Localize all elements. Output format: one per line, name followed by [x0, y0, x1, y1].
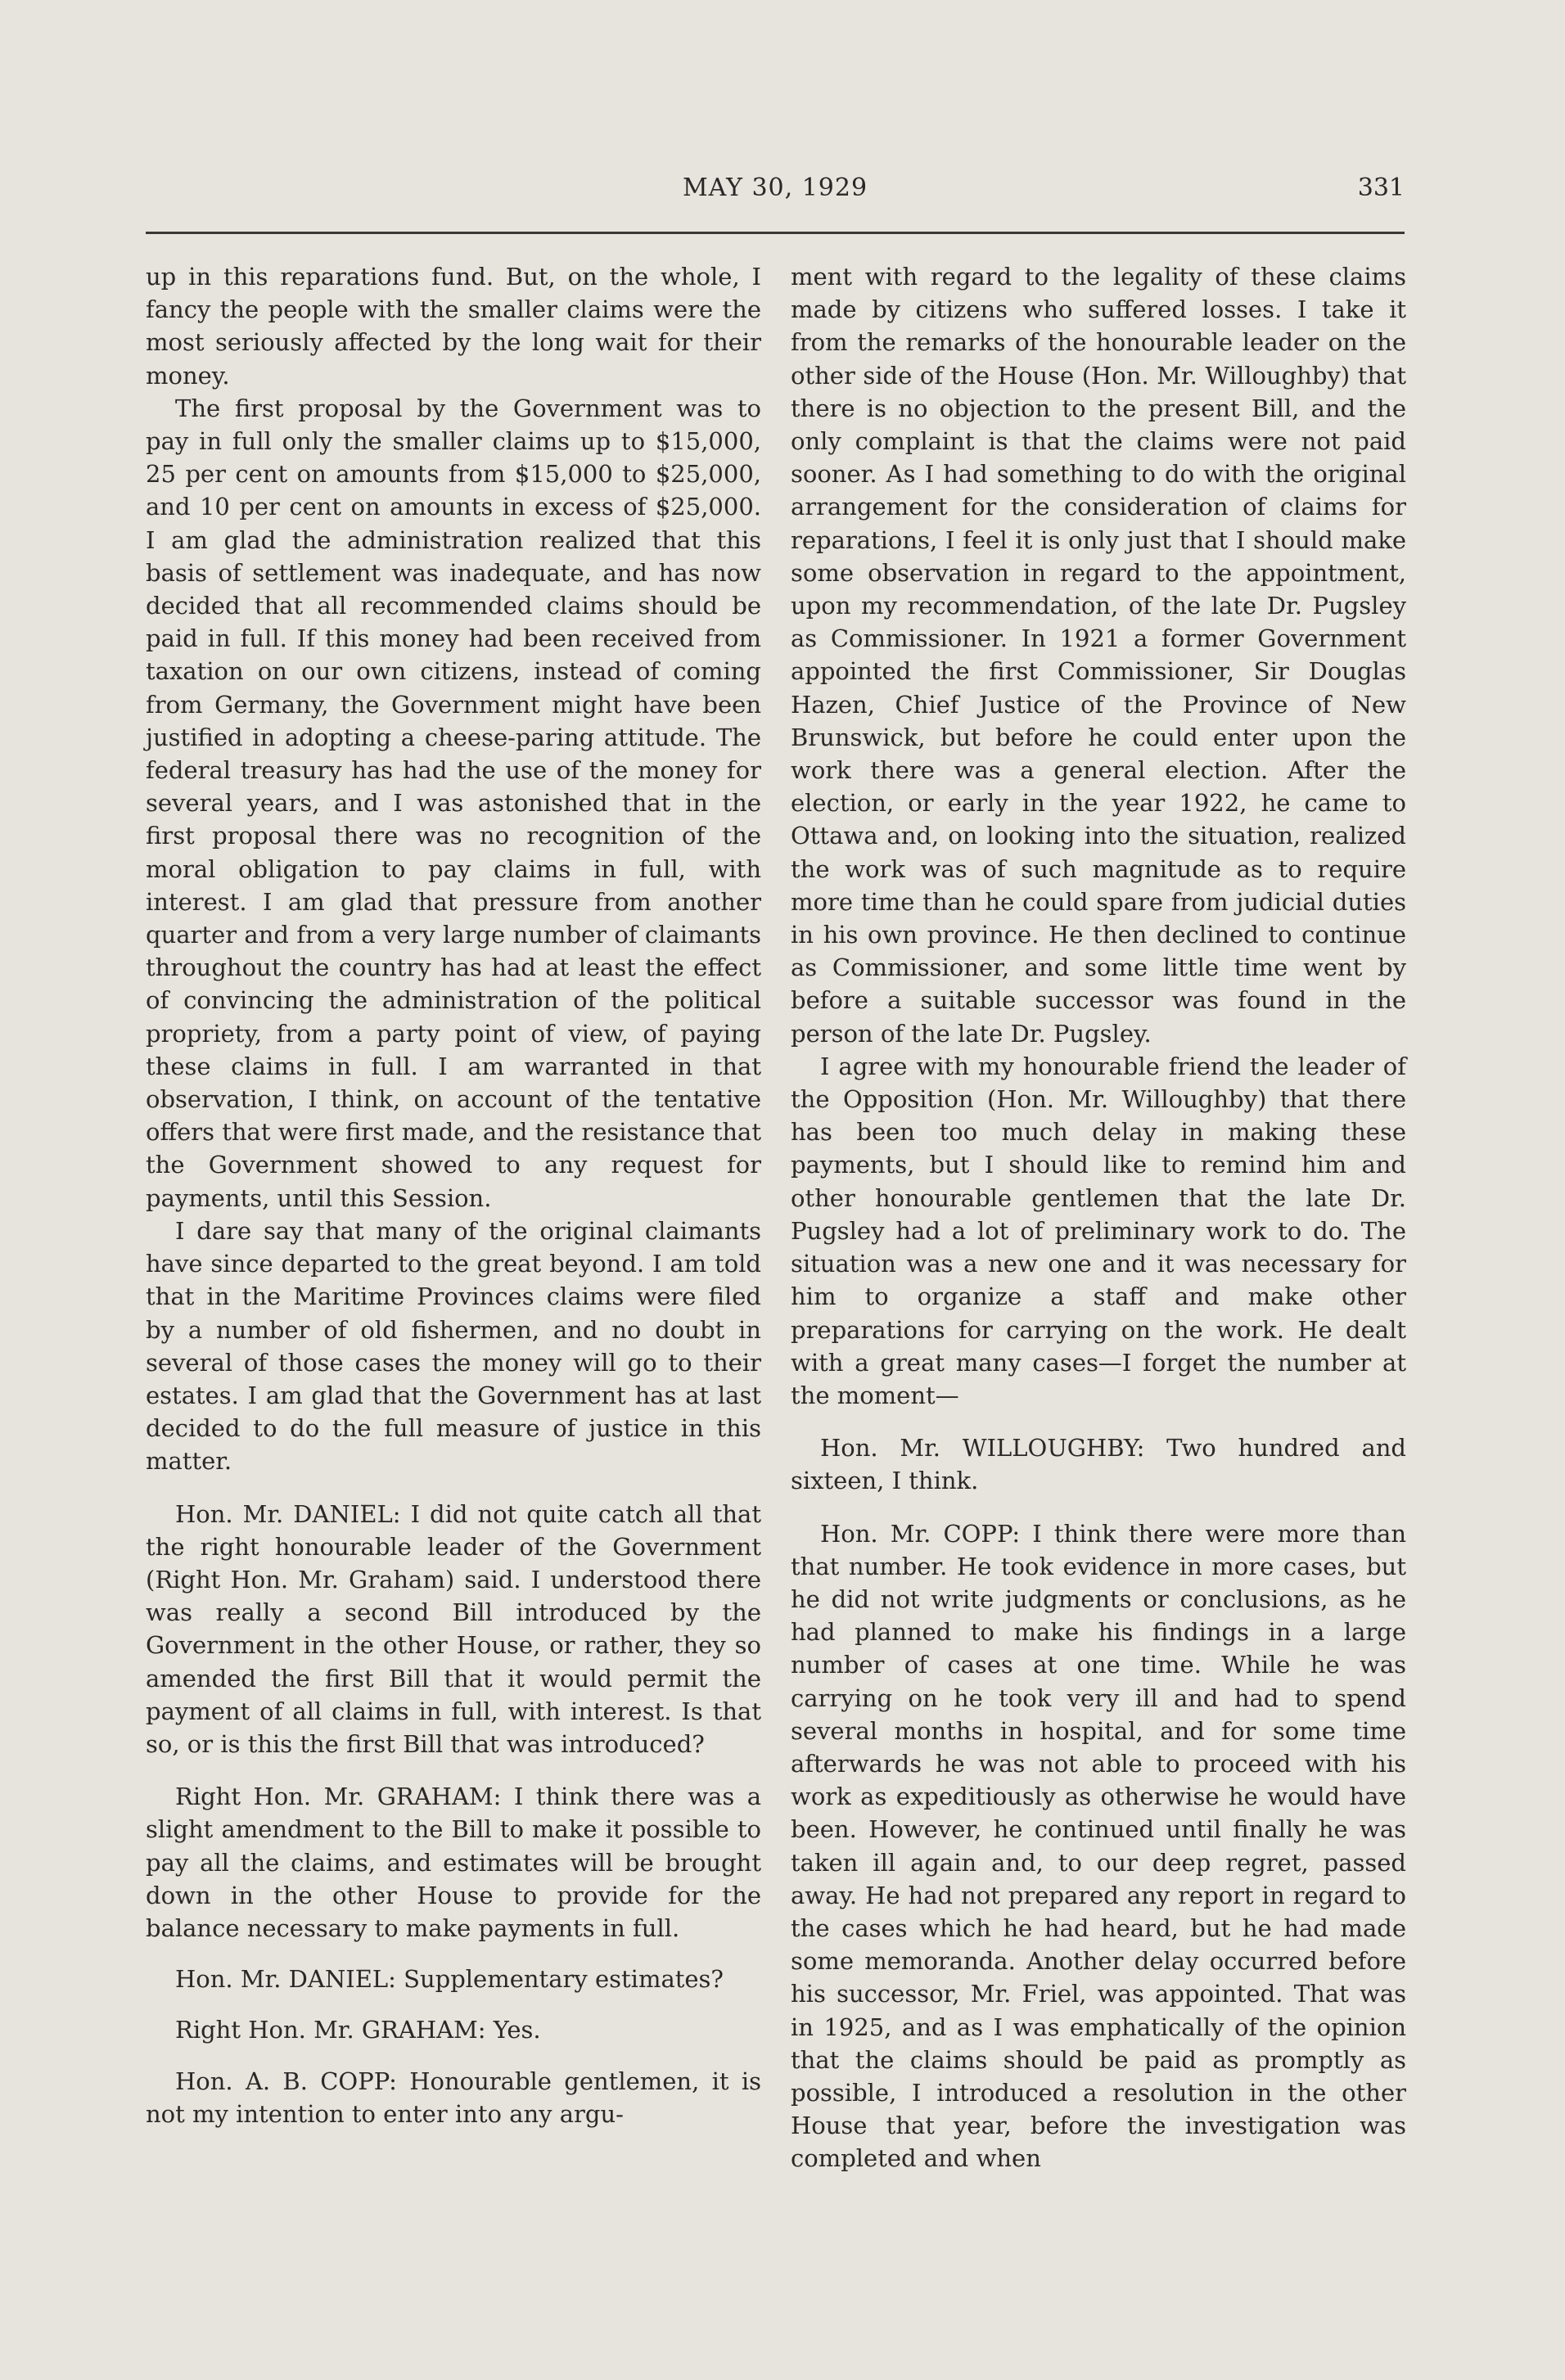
speech-copp-1: Hon. A. B. COPP: Honourable gentlemen, it is not my intention to enter into any argu- — [146, 2067, 761, 2128]
page-number: 331 — [1357, 174, 1405, 202]
paragraph-first-proposal: The first proposal by the Government was to pay in full only the smaller claims up to $15,000, 25 per cent on amounts from $15,000 to $25,000, and 10 per cent on amounts in excess of $25,000. I am glad the administration realized that this basis of settlement was inadequate, and has now decided that all recommended claims should be paid in full. If this money had been received from taxation on our own citizens, instead of coming from Germany, the Government might have been justified in adopting a cheese-paring attitude. The federal treasury has had the use of the money for several years, and I was astonished that in the first proposal there was no recognition of the moral obligation to pay claims in full, with interest. I am glad that pressure from another quarter and from a very large number of claimants throughout the country has had at least the effect of convincing the administration of the political propriety, from a party point of view, of paying these claims in full. I am warranted in that observation, I think, on account of the tentative offers that were first made, and the resistance that the Government showed to any request for payments, until this Session. — [146, 394, 761, 1212]
running-head-date: MAY 30, 1929 — [682, 174, 868, 202]
page-header — [146, 174, 1405, 223]
paragraph-continuation: up in this reparations fund. But, on the whole, I fancy the people with the smaller claims were the most seriously affected by the long wait for their money. — [146, 263, 761, 390]
speech-daniel-2: Hon. Mr. DANIEL: Supplementary estimates? — [175, 1965, 724, 1994]
paragraph-copp-agree: I agree with my honourable friend the leader of the Opposition (Hon. Mr. Willoughby) that there has been too much delay in making these payments, but I should like to remind him and other honourable gentlemen that the late Dr. Pugsley had a lot of preliminary work to do. The situation was a new one and it was necessary for him to organize a staff and make other preparations for carrying on the work. He dealt with a great many cases—I forget the number at the moment— — [791, 1052, 1406, 1409]
speech-daniel-1: Hon. Mr. DANIEL: I did not quite catch all that the right honourable leader of the Government (Right Hon. Mr. Graham) said. I understood there was really a second Bill introduced by the Government in the other House, or rather, they so amended the first Bill that it would permit the payment of all claims in full, with interest. Is that so, or is this the first Bill that was introduced? — [146, 1499, 761, 1758]
speech-willoughby: Hon. Mr. WILLOUGHBY: Two hundred and sixteen, I think. — [791, 1434, 1406, 1495]
speech-copp-2: Hon. Mr. COPP: I think there were more than that number. He took evidence in more cases, but he did not write judgments or conclusions, as he had planned to make his findings in a large number of cases at one time. While he was carrying on he took very ill and had to spend several months in hospital, and for some time afterwards he was not able to proceed with his work as expeditiously as otherwise he would have been. However, he continued until finally he was taken ill again and, to our deep regret, passed away. He had not prepared any report in regard to the cases which he had heard, but he had made some memoranda. Another delay occurred before his successor, Mr. Friel, was appointed. That was in 1925, and as I was emphatically of the opinion that the claims should be paid as promptly as possible, I introduced a resolution in the other House that year, before the investigation was completed and when — [791, 1519, 1406, 2173]
speech-graham-1: Right Hon. Mr. GRAHAM: I think there was a slight amendment to the Bill to make it possible to pay all the claims, and estimates will be brought down in the other House to provide for the balance necessary to make payments in full. — [146, 1783, 761, 1942]
right-column — [791, 260, 1406, 2175]
header-rule — [146, 232, 1405, 234]
left-column — [146, 260, 761, 2130]
paragraph-original-claimants: I dare say that many of the original claimants have since departed to the great beyond. I am told that in the Maritime Provinces claims were filed by a number of old fishermen, and no doubt in several of those cases the money will go to their estates. I am glad that the Government has at last decided to do the full measure of justice in this matter. — [146, 1216, 761, 1476]
speech-graham-2: Right Hon. Mr. GRAHAM: Yes. — [175, 2016, 541, 2044]
paragraph-copp-continued: ment with regard to the legality of these claims made by citizens who suffered losses. I take it from the remarks of the honourable leader on the other side of the House (Hon. Mr. Willoughby) that there is no objection to the present Bill, and the only complaint is that the claims were not paid sooner. As I had something to do with the original arrangement for the consideration of claims for reparations, I feel it is only just that I should make some observation in regard to the appointment, upon my recommendation, of the late Dr. Pugsley as Commissioner. In 1921 a former Government appointed the first Commissioner, Sir Douglas Hazen, Chief Justice of the Province of New Brunswick, but before he could enter upon the work there was a general election. After the election, or early in the year 1922, he came to Ottawa and, on looking into the situation, realized the work was of such magnitude as to require more time than he could spare from judicial duties in his own province. He then declined to continue as Commissioner, and some little time went by before a suitable successor was found in the person of the late Dr. Pugsley. — [791, 263, 1406, 1048]
